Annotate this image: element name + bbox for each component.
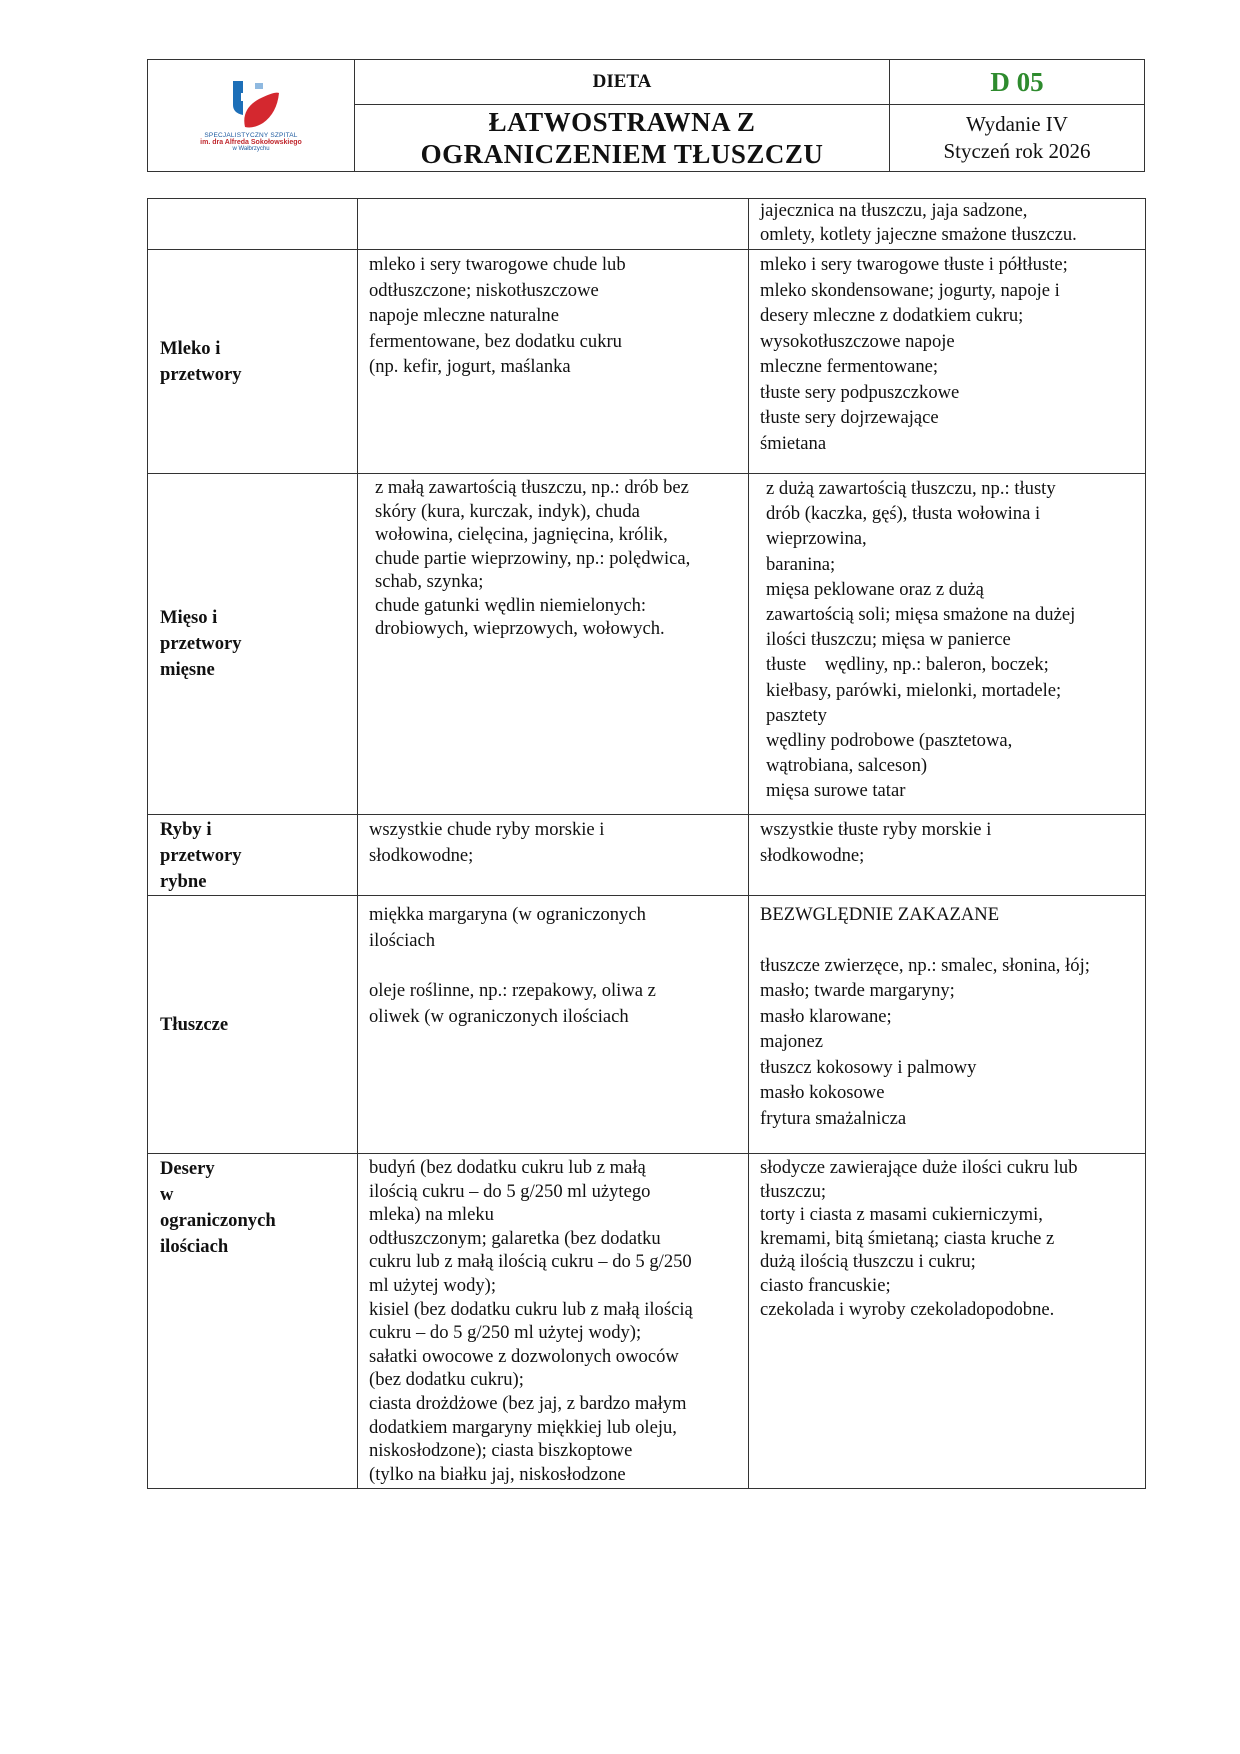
spacer bbox=[369, 953, 738, 978]
allowed-cell bbox=[358, 474, 749, 815]
list-item: ciasto francuskie; bbox=[760, 1274, 891, 1296]
forbidden-cell bbox=[749, 199, 1146, 250]
list-item: ml użytej wody); bbox=[369, 1274, 497, 1296]
logo-line-3: w Wałbrzychu bbox=[232, 146, 270, 152]
category-label: Mleko i bbox=[160, 337, 221, 359]
category-label: Ryby i bbox=[160, 819, 212, 840]
table-row bbox=[148, 896, 1146, 1154]
list-item: schab, szynka; bbox=[375, 571, 484, 592]
list-item: mięsa peklowane oraz z dużą bbox=[766, 578, 984, 600]
category-label: ograniczonych bbox=[160, 1210, 276, 1231]
list-item: mleko i sery twarogowe tłuste i półtłuste; bbox=[760, 254, 1068, 275]
list-item: wątrobiana, salceson) bbox=[766, 755, 928, 777]
list-item: czekolada i wyroby czekoladopodobne. bbox=[760, 1298, 1055, 1320]
category-cell bbox=[148, 474, 358, 815]
category-label: Desery bbox=[160, 1158, 215, 1179]
list-item: jajecznica na tłuszczu, jaja sadzone, bbox=[760, 200, 1028, 221]
list-item: ciasta drożdżowe (bez jaj, z bardzo małym bbox=[369, 1392, 687, 1414]
list-item: sałatki owocowe z dozwolonych owoców bbox=[369, 1345, 679, 1367]
list-item: tłuszcz kokosowy i palmowy bbox=[760, 1056, 977, 1078]
list-item: zawartością soli; mięsa smażone na dużej bbox=[766, 604, 1076, 626]
list-item: masło klarowane; bbox=[760, 1005, 892, 1027]
list-item: masło; twarde margaryny; bbox=[760, 980, 955, 1001]
list-item: masło kokosowe bbox=[760, 1082, 885, 1103]
hospital-emblem-icon bbox=[219, 79, 283, 131]
category-label: przetwory bbox=[160, 633, 242, 654]
list-item: omlety, kotlety jajeczne smażone tłuszczu. bbox=[760, 224, 1077, 245]
edition-number: Wydanie IV bbox=[966, 112, 1068, 136]
list-item: tłuszcze zwierzęce, np.: smalec, słonina, łój; bbox=[760, 954, 1090, 976]
list-item: desery mleczne z dodatkiem cukru; bbox=[760, 305, 1024, 326]
list-item: cukru lub z małą ilością cukru – do 5 g/250 bbox=[369, 1251, 692, 1273]
list-item: torty i ciasta z masami cukierniczymi, bbox=[760, 1204, 1043, 1226]
logo-cell bbox=[148, 60, 355, 172]
list-item: ilością cukru – do 5 g/250 ml użytego bbox=[369, 1180, 651, 1202]
list-item: chude partie wieprzowiny, np.: polędwica, bbox=[375, 547, 691, 569]
list-item: śmietana bbox=[760, 432, 827, 454]
list-item: oliwek (w ograniczonych ilościach bbox=[369, 1005, 629, 1027]
allowed-cell bbox=[358, 250, 749, 474]
list-item: niskosłodzone); ciasta biszkoptowe bbox=[369, 1440, 633, 1462]
category-label: w bbox=[160, 1184, 174, 1205]
table-row bbox=[148, 250, 1146, 474]
list-item: odtłuszczone; niskotłuszczowe bbox=[369, 279, 599, 301]
category-label: Tłuszcze bbox=[160, 1013, 229, 1035]
list-item: majonez bbox=[760, 1031, 823, 1052]
list-item: ilościach bbox=[369, 929, 436, 951]
list-item: baranina; bbox=[766, 553, 836, 575]
list-item: ilości tłuszczu; mięsa w panierce bbox=[766, 629, 1011, 651]
list-item: odtłuszczonym; galaretka (bez dodatku bbox=[369, 1227, 661, 1249]
table-row bbox=[148, 1154, 1146, 1489]
forbidden-cell bbox=[749, 250, 1146, 474]
forbidden-cell bbox=[749, 1154, 1146, 1489]
list-item: frytura smażalnicza bbox=[760, 1107, 907, 1129]
list-item: mleka) na mleku bbox=[369, 1204, 494, 1226]
list-item: słodkowodne; bbox=[369, 844, 474, 866]
table-row bbox=[148, 199, 1146, 250]
list-item: (np. kefir, jogurt, maślanka bbox=[369, 356, 571, 377]
list-item: wysokotłuszczowe napoje bbox=[760, 330, 955, 352]
category-cell bbox=[148, 815, 358, 896]
list-item: słodycze zawierające duże ilości cukru lub bbox=[760, 1157, 1078, 1178]
list-item: kisiel (bez dodatku cukru lub z małą ilością bbox=[369, 1298, 693, 1320]
list-item: chude gatunki wędlin niemielonych: bbox=[375, 594, 647, 616]
list-item: BEZWGLĘDNIE ZAKAZANE bbox=[760, 904, 1000, 925]
list-item: budyń (bez dodatku cukru lub z małą bbox=[369, 1157, 646, 1178]
forbidden-cell bbox=[749, 896, 1146, 1154]
logo-line-1: SPECJALISTYCZNY SZPITAL bbox=[204, 132, 298, 139]
category-label: przetwory bbox=[160, 363, 242, 385]
list-item: wszystkie chude ryby morskie i bbox=[369, 819, 605, 840]
list-item: z małą zawartością tłuszczu, np.: drób bez bbox=[375, 477, 689, 498]
list-item: (tylko na białku jaj, niskosłodzone bbox=[369, 1463, 626, 1485]
list-item: mleko skondensowane; jogurty, napoje i bbox=[760, 279, 1060, 301]
allowed-cell bbox=[358, 896, 749, 1154]
category-cell bbox=[148, 250, 358, 474]
list-item: mleko i sery twarogowe chude lub bbox=[369, 254, 626, 275]
spacer bbox=[760, 928, 1135, 953]
list-item: mięsa surowe tatar bbox=[766, 780, 906, 802]
list-item: oleje roślinne, np.: rzepakowy, oliwa z bbox=[369, 980, 656, 1001]
table-row bbox=[148, 815, 1146, 896]
list-item: tłuszczu; bbox=[760, 1180, 827, 1202]
allowed-cell bbox=[358, 1154, 749, 1489]
category-label: ilościach bbox=[160, 1236, 229, 1257]
category-label: mięsne bbox=[160, 659, 215, 680]
list-item: drobiowych, wieprzowych, wołowych. bbox=[375, 618, 665, 639]
list-item: kiełbasy, parówki, mielonki, mortadele; bbox=[766, 679, 1062, 701]
list-item: (bez dodatku cukru); bbox=[369, 1369, 524, 1391]
allowed-cell bbox=[358, 815, 749, 896]
logo-line-2: im. dra Alfreda Sokołowskiego bbox=[200, 139, 302, 146]
list-item: cukru – do 5 g/250 ml użytej wody); bbox=[369, 1322, 642, 1344]
list-item: kremami, bitą śmietaną; ciasta kruche z bbox=[760, 1227, 1055, 1249]
category-cell bbox=[148, 896, 358, 1154]
list-item: pasztety bbox=[766, 704, 827, 726]
list-item: dużą ilością tłuszczu i cukru; bbox=[760, 1251, 976, 1273]
list-item: z dużą zawartością tłuszczu, np.: tłusty bbox=[766, 478, 1056, 499]
table-row bbox=[148, 474, 1146, 815]
diet-table bbox=[147, 198, 1146, 1489]
category-label: Mięso i bbox=[160, 607, 218, 628]
diet-title bbox=[355, 105, 890, 172]
allowed-cell bbox=[358, 199, 749, 250]
diet-code: D 05 bbox=[890, 60, 1145, 105]
list-item: wędliny podrobowe (pasztetowa, bbox=[766, 730, 1013, 752]
list-item: mleczne fermentowane; bbox=[760, 356, 939, 377]
list-item: wołowina, cielęcina, jagnięcina, królik, bbox=[375, 524, 668, 545]
list-item: tłuste sery podpuszczkowe bbox=[760, 381, 960, 403]
list-item: wszystkie tłuste ryby morskie i bbox=[760, 819, 992, 840]
category-label: rybne bbox=[160, 871, 207, 892]
list-item: napoje mleczne naturalne bbox=[369, 305, 559, 326]
category-cell bbox=[148, 1154, 358, 1489]
category-label: przetwory bbox=[160, 845, 242, 866]
edition-info bbox=[890, 105, 1145, 172]
list-item: skóry (kura, kurczak, indyk), chuda bbox=[375, 500, 640, 522]
category-cell bbox=[148, 199, 358, 250]
list-item: słodkowodne; bbox=[760, 844, 865, 866]
hospital-logo bbox=[148, 79, 354, 152]
forbidden-cell bbox=[749, 474, 1146, 815]
list-item: tłuste sery dojrzewające bbox=[760, 407, 939, 428]
list-item: dodatkiem margaryny miękkiej lub oleju, bbox=[369, 1416, 677, 1438]
diet-title-line-2: OGRANICZENIEM TŁUSZCZU bbox=[420, 139, 824, 169]
edition-date: Styczeń rok 2026 bbox=[943, 139, 1091, 163]
list-item: wieprzowina, bbox=[766, 528, 867, 550]
forbidden-cell bbox=[749, 815, 1146, 896]
diet-label: DIETA bbox=[355, 60, 890, 105]
list-item: fermentowane, bez dodatku cukru bbox=[369, 330, 622, 352]
document-header bbox=[147, 59, 1145, 172]
diet-title-line-1: ŁATWOSTRAWNA Z bbox=[488, 107, 756, 137]
list-item: miękka margaryna (w ograniczonych bbox=[369, 904, 646, 925]
list-item: drób (kaczka, gęś), tłusta wołowina i bbox=[766, 503, 1041, 525]
list-item: tłuste wędliny, np.: baleron, boczek; bbox=[766, 654, 1049, 676]
